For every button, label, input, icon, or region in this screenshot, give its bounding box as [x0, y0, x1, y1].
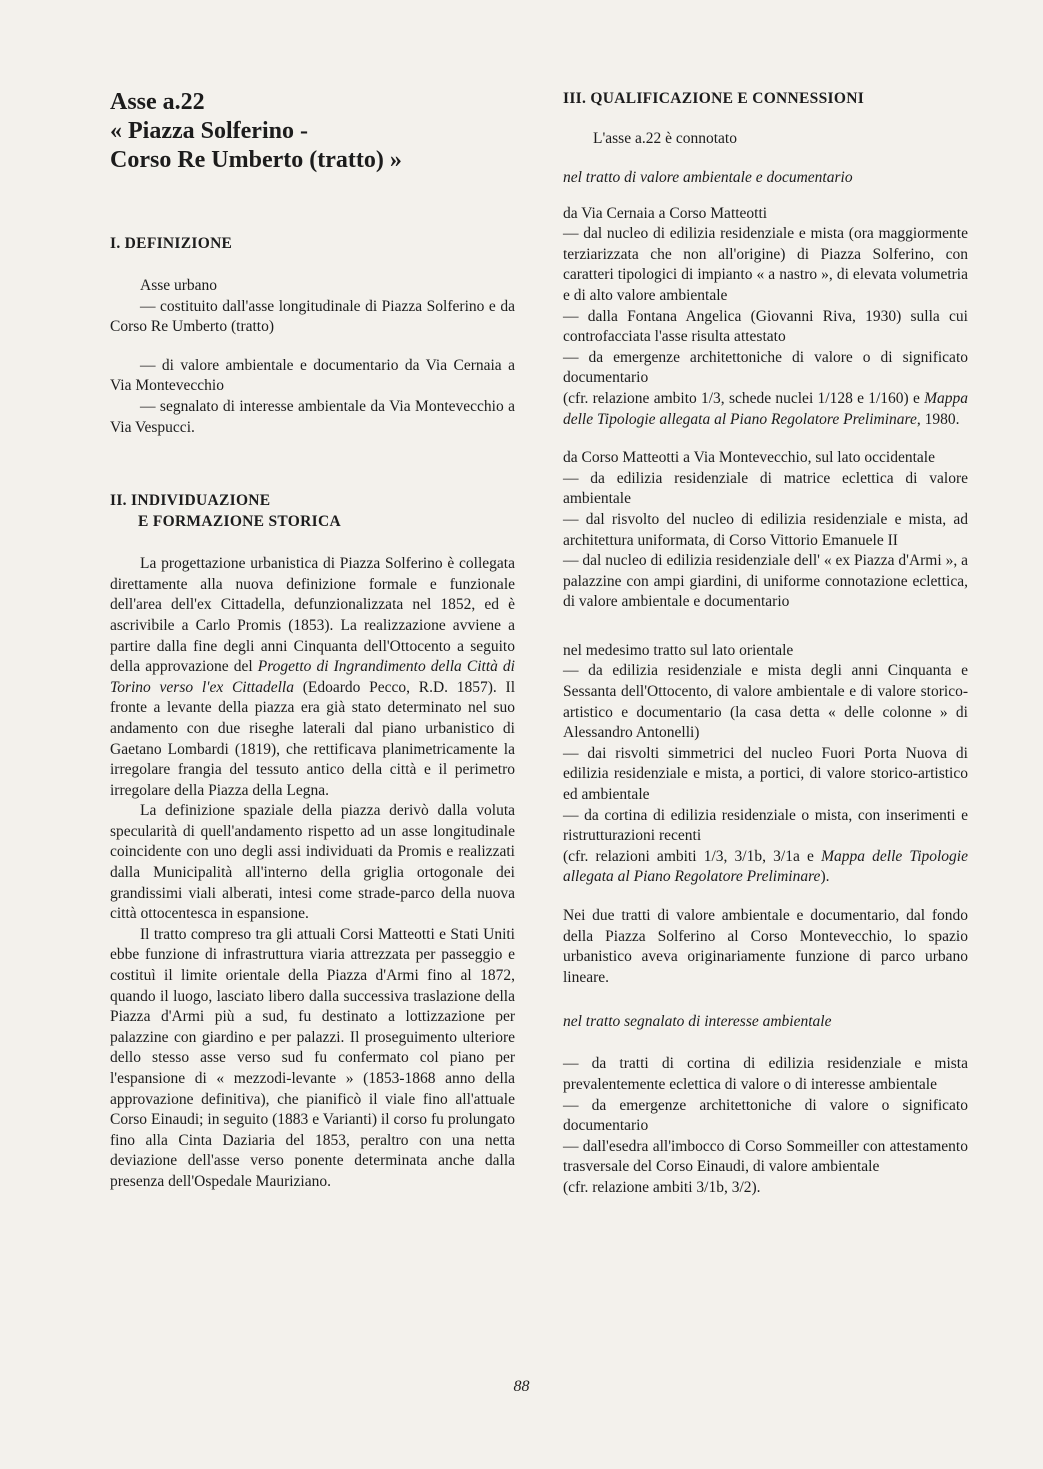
block-2-item-3: — dal nucleo di edilizia residenziale dell' « ex Piazza d'Armi », a palazzine con ampi giardini, di uniforme connotazione eclettica, di valore ambientale e documentario — [563, 552, 968, 611]
block-1-ref-text-a: (cfr. relazione ambito 1/3, schede nuclei 1/128 e 1/160) e — [563, 389, 925, 407]
title-line-3: Corso Re Umberto (tratto) » — [110, 147, 402, 173]
block-5-reference: (cfr. relazione ambiti 3/1b, 3/2). — [563, 1178, 761, 1196]
section-2-paragraph-3: Il tratto compreso tra gli attuali Corsi Matteotti e Stati Uniti ebbe funzione di infrastruttura viaria attrezzata per passeggio e costituì il limite orientale della Piazza d'Armi fino al 1872, quando il luogo, lasciato libero dalla successiva traslazione della Piazza d'Armi più a sud, fu destinato a lottizzazione per palazzine con giardino e per palazzi. Il proseguimento ulteriore dello stesso asse verso sud fu confermato col piano per l'espansione di « mezzodi-levante » (1853-1868 anno della approvazione definitiva), che pianificò il viale fino all'attuale Corso Einaudi; in seguito (1883 e Varianti) il corso fu prolungato fino alla Cinta Daziaria del 1853, peraltro con una netta deviazione dell'asse verso ponente determinata anche dalla presenza dell'Ospedale Mauriziano. — [110, 925, 515, 1190]
block-1-item-1: — dal nucleo di edilizia residenziale e mista (ora maggiormente terziarizzata che non all'origine) di Piazza Solferino, con caratteri tipologici di impianto « a nastro », di elevata volumetria e di alto valore ambientale — [563, 225, 968, 304]
block-3-item-2: — dai risvolti simmetrici del nucleo Fuori Porta Nuova di edilizia residenziale e mista, a portici, di valore storico-artistico ed ambientale — [563, 744, 968, 804]
block-4-paragraph: Nei due tratti di valore ambientale e documentario, dal fondo della Piazza Solferino al Corso Montevecchio, lo spazio urbanistico aveva originariamente funzione di parco urbano lineare. — [563, 907, 968, 986]
section-2-p1-text-b: (Edoardo Pecco, R.D. 1857). Il fronte a levante della piazza era già stato determinato nel suo andamento con due riseghe laterali dal piano urbanistico di Gaetano Lombardi (1819), che rettificava planimetricamente la irregolare frangia del tessuto antico della città e il perimetro irregolare della Piazza della Legna. — [110, 678, 516, 799]
block-2-heading: da Corso Matteotti a Via Montevecchio, sul lato occidentale — [563, 449, 935, 467]
block-3-item-3: — da cortina di edilizia residenziale o mista, con inserimenti e ristrutturazioni recenti — [563, 806, 968, 845]
section-2-p1-italic: Progetto di Ingrandimento della Città di Torino verso l'ex Cittadella — [110, 658, 515, 696]
section-1-item-1: — costituito dall'asse longitudinale di Piazza Solferino e da Corso Re Umberto (tratto) — [110, 297, 515, 336]
block-1-reference — [563, 389, 968, 430]
page-title — [110, 88, 515, 175]
block-5-item-3: — dall'esedra all'imbocco di Corso Sommeiller con attestamento trasversale del Corso Einaudi, di valore ambientale — [563, 1137, 968, 1176]
section-1-item-3: — segnalato di interesse ambientale da Via Montevecchio a Via Vespucci. — [110, 397, 515, 436]
block-1-ref-text-b: , 1980. — [916, 410, 960, 428]
subheading-interesse-ambientale: nel tratto segnalato di interesse ambientale — [563, 1013, 832, 1031]
section-2-heading-line-1: II. INDIVIDUAZIONE — [110, 492, 271, 510]
title-line-1: Asse a.22 — [110, 89, 205, 115]
block-5-item-2: — da emergenze architettoniche di valore o significato documentario — [563, 1096, 968, 1135]
block-5-item-1: — da tratti di cortina di edilizia residenziale e mista prevalentemente eclettica di valore o di interesse ambientale — [563, 1055, 968, 1093]
block-3-ref-text-b: ). — [820, 868, 830, 886]
section-2-paragraph-1 — [110, 554, 515, 801]
section-2-paragraph-2: La definizione spaziale della piazza derivò dalla voluta specularità di quell'andamento rispetto ad un asse longitudinale coincidente con uno degli assi individuati da Promis e realizzati dalla Municipalità all'interno della griglia ortogonale dei grandissimi viali alberati, intesi come strade-parco della nuova città ottocentesca in espansione. — [110, 802, 515, 923]
title-line-2: « Piazza Solferino - — [110, 118, 308, 144]
section-3-heading: III. QUALIFICAZIONE E CONNESSIONI — [563, 90, 865, 107]
section-2-p1-text-a: La progettazione urbanistica di Piazza Solferino è collegata direttamente alla nuova definizione formale e funzionale dell'area dell'ex Cittadella, defunzionalizzata nel 1852, ed è ascrivibile a Carlo Promis (1853). La realizzazione avviene a partire dalla fine degli anni Cinquanta dell'Ottocento a seguito della approvazione del — [110, 555, 515, 676]
left-column — [110, 88, 515, 1193]
section-1-subheading: Asse urbano — [140, 277, 218, 294]
block-2-item-2: — dal risvolto del nucleo di edilizia residenziale e mista, ad architettura uniformata, di Corso Vittorio Emanuele II — [563, 510, 968, 549]
block-3-heading: nel medesimo tratto sul lato orientale — [563, 641, 794, 659]
section-3-intro: L'asse a.22 è connotato — [593, 130, 737, 147]
section-2-heading — [110, 490, 515, 532]
block-3-reference — [563, 847, 968, 888]
block-2-item-1: — da edilizia residenziale di matrice eclettica di valore ambientale — [563, 469, 968, 508]
section-2-heading-line-2: E FORMAZIONE STORICA — [138, 513, 341, 531]
section-1-item-2: — di valore ambientale e documentario da Via Cernaia a Via Montevecchio — [110, 356, 515, 395]
page-number: 88 — [513, 1378, 530, 1395]
section-1-heading: I. DEFINIZIONE — [110, 235, 233, 252]
block-3-ref-italic: Mappa delle Tipologie allegata al Piano Regolatore Preliminare — [563, 847, 968, 886]
block-1-item-3: — da emergenze architettoniche di valore o di significato documentario — [563, 348, 968, 387]
block-3-ref-text-a: (cfr. relazioni ambiti 1/3, 3/1b, 3/1a e — [563, 847, 822, 865]
block-1-item-2: — dalla Fontana Angelica (Giovanni Riva, 1930) sulla cui controfacciata l'asse risulta attestato — [563, 307, 968, 346]
block-3-item-1: — da edilizia residenziale e mista degli anni Cinquanta e Sessanta dell'Ottocento, di valore ambientale e di valore storico-artistico e documentario (la casa detta « delle colonne » di Alessandro Antonelli) — [563, 662, 968, 742]
block-1-heading: da Via Cernaia a Corso Matteotti — [563, 204, 768, 222]
block-1-ref-italic: Mappa delle Tipologie allegata al Piano Regolatore Preliminare — [563, 389, 968, 428]
subheading-ambientale-documentario: nel tratto di valore ambientale e documentario — [563, 168, 853, 186]
right-column — [563, 88, 968, 1199]
